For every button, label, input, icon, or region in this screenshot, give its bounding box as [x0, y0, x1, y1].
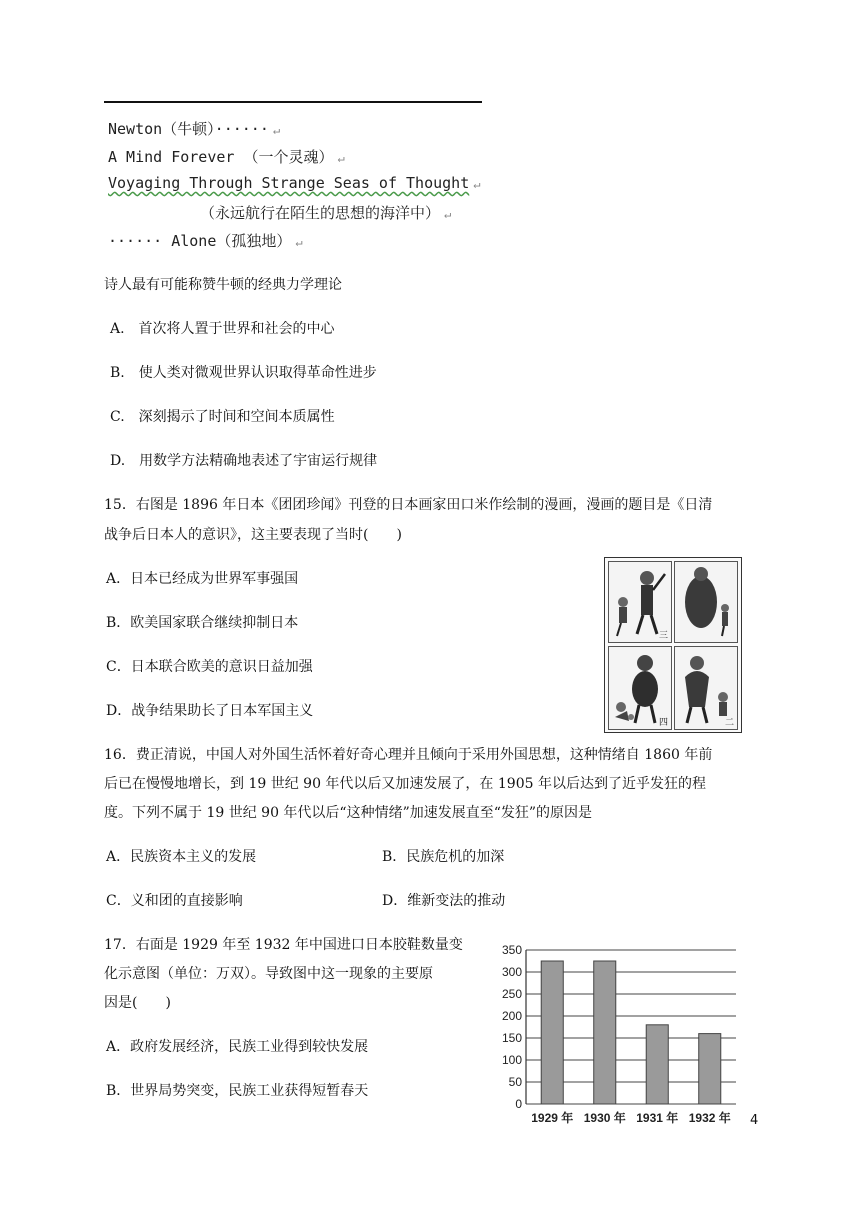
- panel-label-2: 二: [724, 718, 734, 728]
- y-tick-label: 100: [501, 1053, 522, 1067]
- bar: [646, 1025, 668, 1104]
- q16-option-a[interactable]: A．民族资本主义的发展: [106, 849, 257, 865]
- cartoon-panel-4: [608, 646, 672, 730]
- q14-option-d[interactable]: D. 用数学方法精确地表述了宇宙运行规律: [110, 453, 378, 469]
- q17-stem-line-3: 因是( ): [104, 995, 171, 1011]
- q17-stem-line-2: 化示意图（单位：万双）。导致图中这一现象的主要原: [104, 966, 433, 982]
- y-tick-label: 0: [515, 1097, 522, 1111]
- q16-option-c[interactable]: C．义和团的直接影响: [106, 893, 243, 909]
- x-tick-label: 1932 年: [688, 1111, 731, 1125]
- poem-line-3: Voyaging Through Strange Seas of Thought ↵: [108, 174, 481, 192]
- q14-option-a[interactable]: A. 首次将人置于世界和社会的中心: [110, 321, 335, 337]
- panel-label-3: 三: [658, 631, 668, 641]
- q16-option-b[interactable]: B．民族危机的加深: [382, 849, 505, 865]
- x-tick-label: 1929 年: [531, 1111, 574, 1125]
- q15-option-b[interactable]: B．欧美国家联合继续抑制日本: [106, 615, 299, 631]
- poem-line-2: A Mind Forever （一个灵魂） ↵: [108, 148, 345, 166]
- cartoon-panel-1: [674, 561, 738, 643]
- y-tick-label: 150: [501, 1031, 522, 1045]
- q16-stem-line-2: 后已在慢慢地增长，到 19 世纪 90 年代以后又加速发展了，在 1905 年以后达到了近乎发狂的程: [104, 776, 706, 792]
- q17-stem-line-1: 17．右面是 1929 年至 1932 年中国进口日本胶鞋数量变: [104, 937, 463, 953]
- q15-option-d[interactable]: D．战争结果助长了日本军国主义: [106, 703, 314, 719]
- q17-option-a[interactable]: A．政府发展经济，民族工业得到较快发展: [106, 1039, 369, 1055]
- x-tick-label: 1931 年: [636, 1111, 679, 1125]
- y-tick-label: 250: [501, 987, 522, 1001]
- q15-stem-line-2: 战争后日本人的意识》，这主要表现了当时( ): [104, 527, 402, 543]
- cartoon-panel-2: [674, 646, 738, 730]
- q16-option-d[interactable]: D．维新变法的推动: [382, 893, 506, 909]
- shoe-import-bar-chart: [492, 938, 752, 1136]
- q14-option-b[interactable]: B. 使人类对微观世界认识取得革命性进步: [110, 365, 377, 381]
- panel-label-4: 四: [658, 718, 668, 728]
- page-number: 4: [750, 1113, 759, 1128]
- q15-option-c[interactable]: C．日本联合欧美的意识日益加强: [106, 659, 313, 675]
- q16-stem-line-1: 16．费正清说，中国人对外国生活怀着好奇心理并且倾向于采用外国思想，这种情绪自 1860 年前: [104, 747, 713, 763]
- cartoon-image: [604, 557, 742, 733]
- q14-stem: 诗人最有可能称赞牛顿的经典力学理论: [104, 277, 342, 293]
- cartoon-panel-3: [608, 561, 672, 643]
- q16-stem-line-3: 度。下列不属于 19 世纪 90 年代以后“这种情绪”加速发展直至“发狂”的原因是: [104, 805, 593, 821]
- y-tick-label: 50: [508, 1075, 522, 1089]
- poem-line-5: ······ Alone（孤独地） ↵: [108, 232, 303, 250]
- y-tick-label: 300: [501, 965, 522, 979]
- y-tick-label: 350: [501, 943, 522, 957]
- q15-option-a[interactable]: A．日本已经成为世界军事强国: [106, 571, 299, 587]
- x-tick-label: 1930 年: [583, 1111, 626, 1125]
- q14-option-c[interactable]: C. 深刻揭示了时间和空间本质属性: [110, 409, 335, 425]
- bar: [541, 961, 563, 1104]
- y-tick-label: 200: [501, 1009, 522, 1023]
- q17-option-b[interactable]: B．世界局势突变，民族工业获得短暂春天: [106, 1083, 369, 1099]
- poem-line-1: Newton（牛顿）······ ↵: [108, 120, 281, 138]
- bar: [699, 1034, 721, 1104]
- poem-line-4: （永远航行在陌生的思想的海洋中） ↵: [200, 204, 452, 222]
- q15-stem-line-1: 15．右图是 1896 年日本《团团珍闻》刊登的日本画家田口米作绘制的漫画，漫画的题目是《日清: [104, 497, 713, 513]
- poem-top-rule: [104, 101, 482, 103]
- bar: [594, 961, 616, 1104]
